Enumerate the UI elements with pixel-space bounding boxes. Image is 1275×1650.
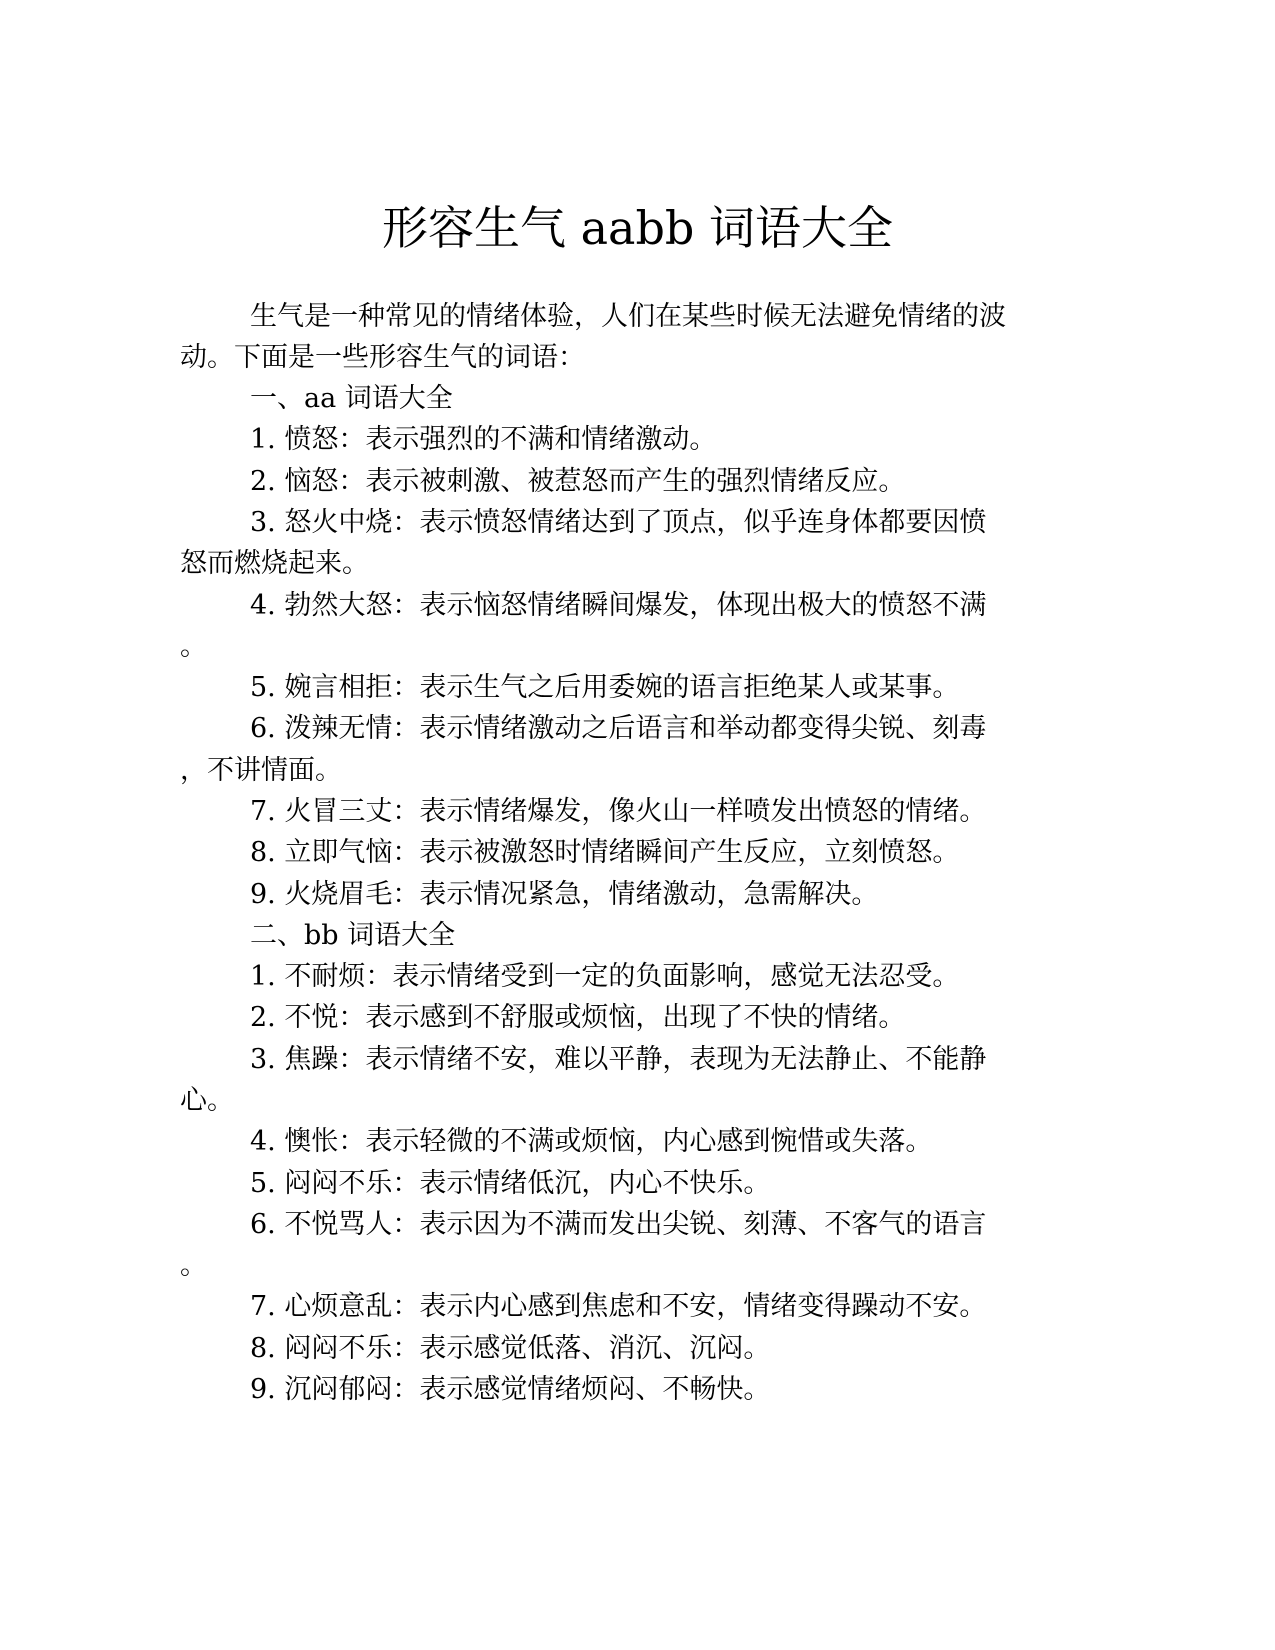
list-item: 2. 不悦：表示感到不舒服或烦恼，出现了不快的情绪。	[250, 1002, 906, 1033]
list-item-continuation: 。	[180, 631, 207, 662]
list-item: 1. 不耐烦：表示情绪受到一定的负面影响，感觉无法忍受。	[250, 961, 960, 992]
list-item: 9. 火烧眉毛：表示情况紧急，情绪激动，急需解决。	[250, 879, 879, 910]
list-item: 7. 火冒三丈：表示情绪爆发，像火山一样喷发出愤怒的情绪。	[250, 796, 987, 827]
list-item: 3. 焦躁：表示情绪不安，难以平静，表现为无法静止、不能静	[250, 1044, 987, 1075]
list-item: 7. 心烦意乱：表示内心感到焦虑和不安，情绪变得躁动不安。	[250, 1291, 987, 1322]
intro-line: 生气是一种常见的情绪体验，人们在某些时候无法避免情绪的波	[250, 301, 1006, 332]
list-item-continuation: 心。	[180, 1085, 234, 1116]
list-item-continuation: ，不讲情面。	[180, 755, 342, 786]
list-item-continuation: 。	[180, 1250, 207, 1281]
intro-line: 动。下面是一些形容生气的词语：	[180, 342, 585, 373]
list-item: 6. 不悦骂人：表示因为不满而发出尖锐、刻薄、不客气的语言	[250, 1209, 987, 1240]
list-item: 1. 愤怒：表示强烈的不满和情绪激动。	[250, 424, 717, 455]
list-item: 8. 闷闷不乐：表示感觉低落、消沉、沉闷。	[250, 1333, 771, 1364]
list-item: 3. 怒火中烧：表示愤怒情绪达到了顶点，似乎连身体都要因愤	[250, 507, 987, 538]
list-item: 4. 勃然大怒：表示恼怒情绪瞬间爆发，体现出极大的愤怒不满	[250, 590, 987, 621]
list-item: 4. 懊怅：表示轻微的不满或烦恼，内心感到惋惜或失落。	[250, 1126, 933, 1157]
list-item: 6. 泼辣无情：表示情绪激动之后语言和举动都变得尖锐、刻毒	[250, 713, 987, 744]
list-item: 9. 沉闷郁闷：表示感觉情绪烦闷、不畅快。	[250, 1374, 771, 1405]
list-item: 8. 立即气恼：表示被激怒时情绪瞬间产生反应，立刻愤怒。	[250, 837, 960, 868]
document-title: 形容生气 aabb 词语大全	[382, 201, 893, 255]
list-item-continuation: 怒而燃烧起来。	[180, 548, 369, 579]
list-item: 5. 闷闷不乐：表示情绪低沉，内心不快乐。	[250, 1168, 771, 1199]
section-heading: 一、aa 词语大全	[250, 383, 453, 414]
list-item: 2. 恼怒：表示被刺激、被惹怒而产生的强烈情绪反应。	[250, 466, 906, 497]
section-heading: 二、bb 词语大全	[250, 920, 456, 951]
list-item: 5. 婉言相拒：表示生气之后用委婉的语言拒绝某人或某事。	[250, 672, 960, 703]
